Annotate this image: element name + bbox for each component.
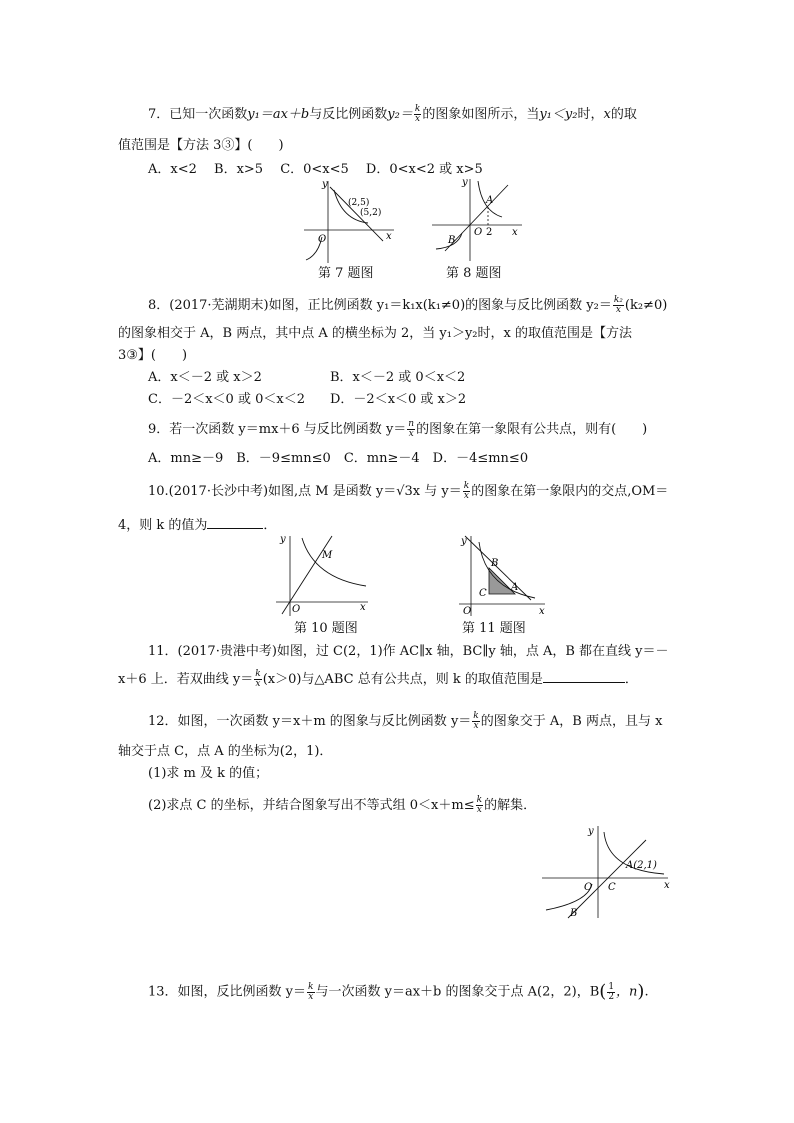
frac-num: k₂ <box>613 295 623 305</box>
point-label-b: B <box>448 235 456 246</box>
q8-line3: 3③】( ) <box>118 348 188 363</box>
q12-line2: 轴交于点 C，点 A 的坐标为(2，1)． <box>118 744 333 759</box>
right-paren: ) <box>637 981 645 1002</box>
figure-7 <box>298 175 398 265</box>
q7-line1 <box>148 103 637 127</box>
q7-cond: y₁＜y₂ <box>539 107 578 122</box>
frac-den: x <box>255 679 261 689</box>
q10-text: ． <box>263 518 277 533</box>
q9-text: 9．若一次函数 y＝mx＋6 与反比例函数 y＝ <box>148 422 407 437</box>
q10-line1 <box>148 480 668 504</box>
q12-sub1: (1)求 m 及 k 的值； <box>148 766 269 781</box>
q13-n: ，n <box>616 984 638 1000</box>
point-label-m: M <box>322 550 333 561</box>
point-label-c: C <box>608 882 616 893</box>
figure-8 <box>430 173 530 265</box>
q8-option-b: B．x＜－2 或 0＜x＜2 <box>330 370 466 385</box>
fraction <box>472 712 479 731</box>
fraction <box>407 420 415 439</box>
fraction <box>476 796 483 815</box>
q7-x: x <box>603 107 611 122</box>
frac-den: x <box>476 805 482 815</box>
q10-text: 10.(2017·长沙中考)如图,点 M 是函数 y＝√3x 与 y＝ <box>148 484 462 499</box>
q9-text: 的图象在第一象限有公共点，则有( ) <box>416 422 648 437</box>
y-label: y <box>461 536 467 547</box>
q11-text: (x＞0)与△ABC 总有公共点，则 k 的取值范围是 <box>262 672 543 687</box>
frac-num: k <box>476 795 483 805</box>
figure-7-caption: 第 7 题图 <box>318 266 374 281</box>
x-label: x <box>386 231 392 242</box>
fraction <box>254 670 261 689</box>
q10-line2 <box>118 514 276 538</box>
q7-text: 的图象如图所示，当 <box>422 107 540 122</box>
q8-line1 <box>148 294 667 318</box>
q8-option-d: D．－2＜x＜0 或 x＞2 <box>330 392 467 407</box>
x-label: x <box>512 227 518 238</box>
line-y-x-plus-m <box>568 840 646 918</box>
q12-text: 的解集． <box>484 798 537 813</box>
figure-11-caption: 第 11 题图 <box>462 621 526 636</box>
origin-label: O <box>584 882 593 893</box>
q7-text: 的取 <box>610 107 637 122</box>
origin-label: O <box>292 604 301 615</box>
q8-option-a: A．x＜－2 或 x＞2 <box>148 370 262 385</box>
fraction-half <box>607 983 615 1002</box>
frac-den: 2 <box>608 991 615 1002</box>
q12-sub2 <box>148 794 536 818</box>
point-label-a: A <box>511 582 519 593</box>
hyperbola-curve <box>302 538 366 586</box>
q7-y2: y₂＝ <box>387 107 413 122</box>
x-label: x <box>539 606 545 617</box>
frac-den: x <box>473 721 479 731</box>
figure-8-caption: 第 8 题图 <box>446 266 502 281</box>
origin-label: O <box>318 234 327 245</box>
answer-blank[interactable] <box>543 670 625 683</box>
y-label: y <box>588 826 594 837</box>
answer-blank[interactable] <box>207 516 263 529</box>
frac-num: n <box>408 419 415 429</box>
fraction <box>613 296 624 315</box>
fraction <box>463 482 470 501</box>
frac-num: k <box>414 104 421 114</box>
point-label-b: B <box>570 908 578 919</box>
point-label: (2,5) <box>348 198 370 208</box>
frac-den: x <box>408 429 414 439</box>
origin-label: O <box>474 227 483 238</box>
figure-12 <box>540 820 675 922</box>
q8-text: (k₂≠0) <box>624 298 668 313</box>
q11-text: x＋6 上．若双曲线 y＝ <box>118 672 254 687</box>
frac-den: x <box>615 305 621 315</box>
q12-text: 12．如图，一次函数 y＝x＋m 的图象与反比例函数 y＝ <box>148 714 472 729</box>
q7-line2: 值范围是【方法 3③】( ) <box>118 138 284 153</box>
q12-line1 <box>148 710 662 734</box>
y-label: y <box>280 534 286 545</box>
point-label-b: B <box>491 558 499 569</box>
q13-text: 13．如图，反比例函数 y＝ <box>148 984 307 1000</box>
q8-line2: 的图象相交于 A，B 两点，其中点 A 的横坐标为 2，当 y₁＞y₂时，x 的取值范围是【方法 <box>118 326 632 341</box>
q13-text: 与一次函数 y＝ax＋b 的图象交于点 A(2，2)，B <box>315 984 600 1000</box>
q8-text: 8．(2017·芜湖期末)如图，正比例函数 y₁＝k₁x(k₁≠0)的图象与反比例函数 y₂＝ <box>148 298 612 313</box>
q9-line1 <box>148 418 647 442</box>
q12-text: 的图象交于 A，B 两点，且与 x <box>480 714 663 729</box>
frac-num: 1 <box>608 981 615 992</box>
frac-den: x <box>415 114 421 124</box>
x-label: x <box>360 602 366 613</box>
q10-text: 的图象在第一象限内的交点,OM＝ <box>471 484 669 499</box>
figure-10 <box>272 530 376 618</box>
point-label: (5,2) <box>360 208 382 218</box>
frac-den: x <box>463 491 469 501</box>
y-label: y <box>462 177 468 188</box>
figure-10-caption: 第 10 题图 <box>294 621 358 636</box>
origin-label: O <box>463 606 472 617</box>
frac-den: x <box>308 991 314 1002</box>
q7-y1: y₁＝ax＋b <box>247 107 310 122</box>
point-label-c: C <box>479 588 487 599</box>
q7-text: 已知一次函数 <box>169 107 248 122</box>
tick-label: 2 <box>486 227 493 238</box>
q10-text: 4，则 k 的值为 <box>118 518 208 533</box>
q11-line1: 11．(2017·贵港中考)如图，过 C(2，1)作 AC∥x 轴，BC∥y 轴，点 A，B 都在直线 y＝－ <box>148 644 669 659</box>
q7-text: 时， <box>577 107 604 122</box>
frac-num: k <box>255 669 261 679</box>
frac-num: k <box>463 481 470 491</box>
frac-num: k <box>473 711 479 721</box>
figure-11 <box>455 530 551 618</box>
fraction <box>307 983 314 1002</box>
y-label: y <box>322 179 328 190</box>
q11-line2 <box>118 668 638 692</box>
fraction <box>414 105 421 124</box>
q7-text: 与反比例函数 <box>309 107 388 122</box>
q13-line1: 13．如图，反比例函数 y＝ $\frac{k}{x}$ 与一次函数 y＝ax＋b 的图象交于点 A(2，2)，B( $\frac{1}{2}$ ，n). <box>148 981 649 1002</box>
left-paren: ( <box>599 981 607 1002</box>
q7-number: 7． <box>148 107 170 122</box>
q11-text: ． <box>624 672 638 687</box>
point-label-a: A(2,1) <box>626 860 657 871</box>
frac-num: k <box>308 981 314 992</box>
q9-options: A．mn≥－9 B．－9≤mn≤0 C．mn≥－4 D．－4≤mn≤0 <box>148 451 529 466</box>
point-label-a: A <box>486 195 494 206</box>
q8-option-c: C．－2＜x＜0 或 0＜x＜2 <box>148 392 305 407</box>
x-label: x <box>664 880 670 891</box>
q12-text: (2)求点 C 的坐标，并结合图象写出不等式组 0＜x＋m≤ <box>148 798 475 813</box>
q7-options: A．x<2 B．x>5 C．0<x<5 D．0<x<2 或 x>5 <box>148 162 483 177</box>
